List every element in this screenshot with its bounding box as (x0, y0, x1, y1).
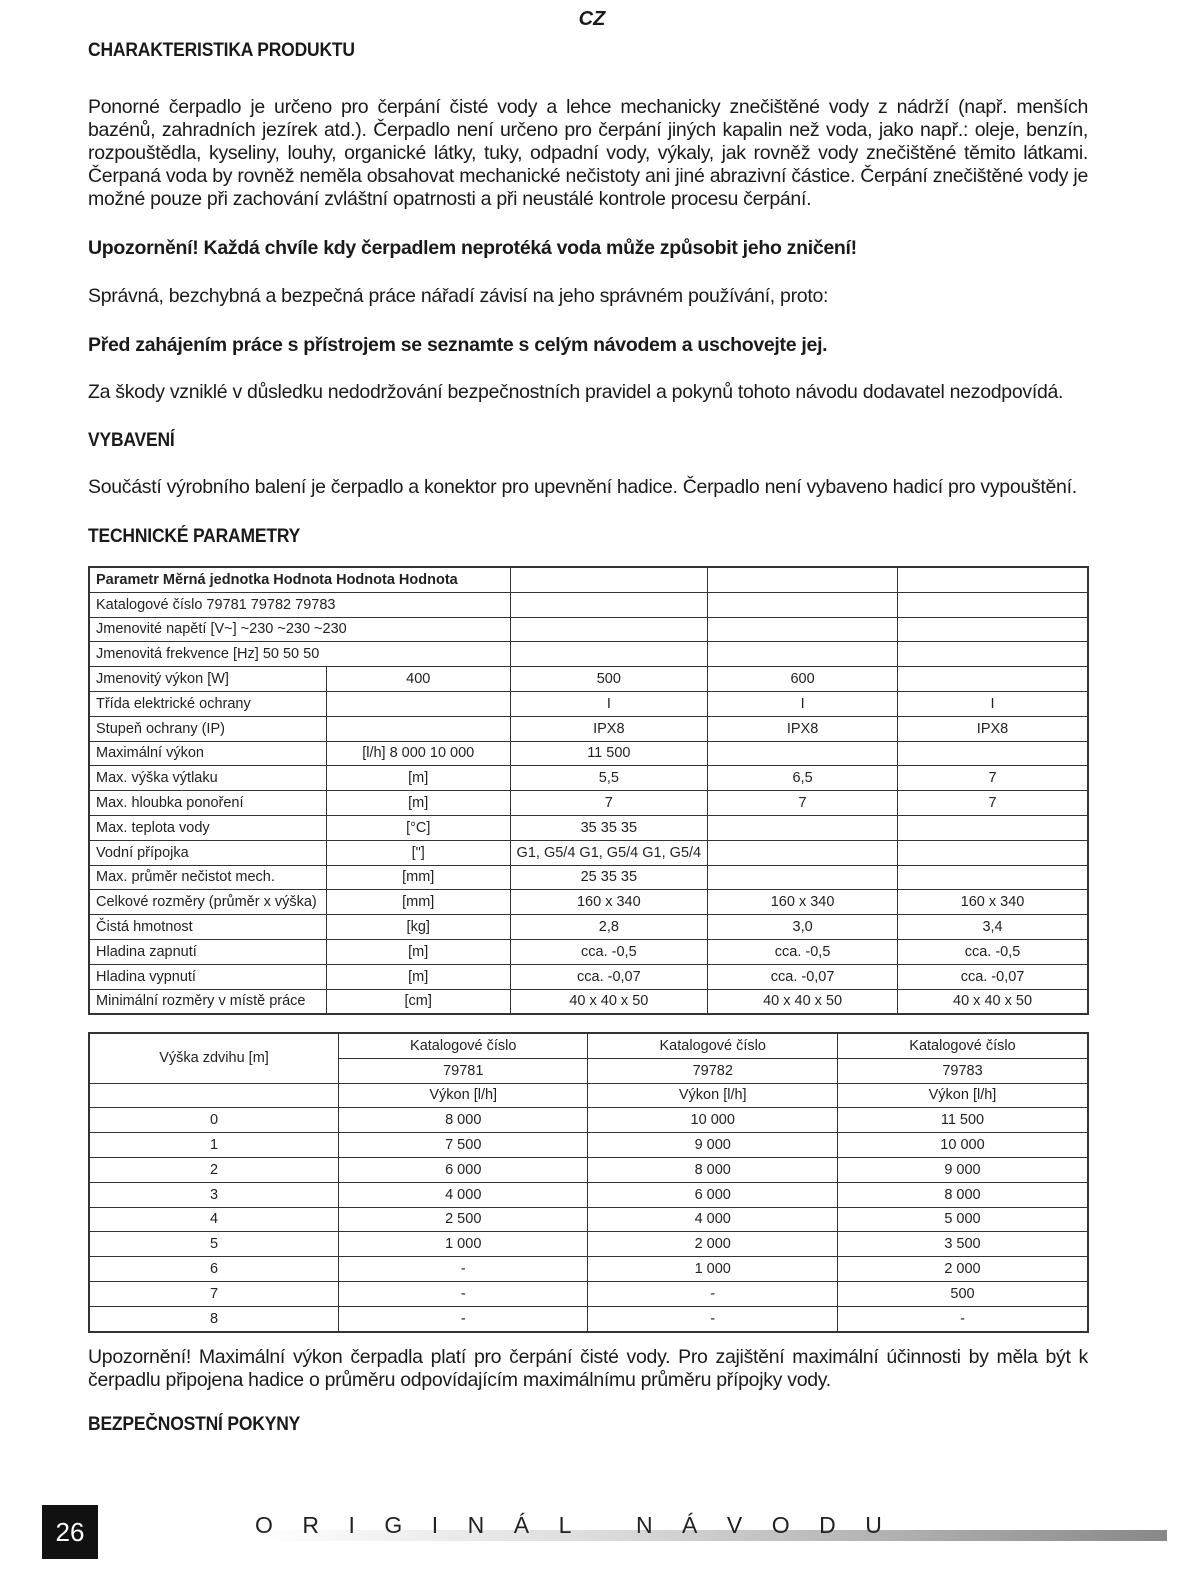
table-row (89, 567, 1088, 592)
catalog-label-cell: Katalogové číslo (588, 1033, 837, 1058)
tech-params-table (88, 566, 1089, 1015)
table-cell: 7 500 (339, 1133, 588, 1158)
table-row (89, 915, 1088, 940)
table-cell: 9 000 (837, 1157, 1088, 1182)
table-cell (898, 617, 1088, 642)
table-cell: Max. teplota vody (89, 815, 326, 840)
table-cell: 9 000 (588, 1133, 837, 1158)
table-cell: 6 000 (588, 1182, 837, 1207)
table-cell: I (510, 691, 708, 716)
table-cell: 500 (837, 1281, 1088, 1306)
table-cell: [m] (326, 964, 510, 989)
table-cell (326, 691, 510, 716)
table-cell (898, 741, 1088, 766)
table-cell: 3 500 (837, 1232, 1088, 1257)
safety-heading: BEZPEČNOSTNÍ POKYNY (88, 1414, 301, 1435)
table-cell: G1, G5/4 G1, G5/4 G1, G5/4 (510, 840, 708, 865)
table-cell: IPX8 (898, 716, 1088, 741)
table-cell: cca. -0,07 (898, 964, 1088, 989)
max-output-note: Upozornění! Maximální výkon čerpadla platí pro čerpání čisté vody. Pro zajištění maximální účinnosti by měla být k čerpadlu připojena hadice o průměru odpovídajícím maximálnímu průměru přípojky vody. (88, 1346, 1088, 1391)
table-cell: 0 (89, 1108, 339, 1133)
table-cell: I (708, 691, 898, 716)
table-cell (898, 815, 1088, 840)
table-cell: cca. -0,5 (510, 939, 708, 964)
table-cell: Max. výška výtlaku (89, 766, 326, 791)
table-cell: 40 x 40 x 50 (898, 989, 1088, 1014)
table-cell (326, 716, 510, 741)
lift-performance-table (88, 1032, 1089, 1333)
table-cell: 1 (89, 1133, 339, 1158)
table-cell: 7 (898, 766, 1088, 791)
table-cell: 1 000 (339, 1232, 588, 1257)
table-row (89, 865, 1088, 890)
table-cell: 40 x 40 x 50 (510, 989, 708, 1014)
table-cell: cca. -0,07 (708, 964, 898, 989)
table-cell: [kg] (326, 915, 510, 940)
params-header-cell: Parametr Měrná jednotka Hodnota Hodnota Hodnota (89, 567, 510, 592)
table-row (89, 840, 1088, 865)
table-cell: - (339, 1257, 588, 1282)
table-cell: 160 x 340 (898, 890, 1088, 915)
table-cell: 2 (89, 1157, 339, 1182)
table-row (89, 1083, 1088, 1108)
catalog-cell: Katalogové číslo 79781 79782 79783 (89, 592, 510, 617)
table-row (89, 815, 1088, 840)
table-cell: 6 (89, 1257, 339, 1282)
frequency-cell: Jmenovitá frekvence [Hz] 50 50 50 (89, 642, 510, 667)
table-cell: 160 x 340 (708, 890, 898, 915)
table-cell: 3 (89, 1182, 339, 1207)
table-row (89, 1157, 1088, 1182)
table-cell (510, 567, 708, 592)
table-cell: 7 (898, 791, 1088, 816)
characteristics-heading: CHARAKTERISTIKA PRODUKTU (88, 40, 355, 61)
table-row (89, 1207, 1088, 1232)
table-cell: cca. -0,5 (898, 939, 1088, 964)
table-row (89, 1306, 1088, 1331)
table-cell: 4 000 (588, 1207, 837, 1232)
table-cell: 3,4 (898, 915, 1088, 940)
params-body (89, 667, 1088, 1015)
table-cell: Max. hloubka ponoření (89, 791, 326, 816)
table-cell: 35 35 35 (510, 815, 708, 840)
table-row (89, 1133, 1088, 1158)
table-cell: I (898, 691, 1088, 716)
table-cell: 10 000 (588, 1108, 837, 1133)
lift-body (89, 1108, 1088, 1332)
table-cell (708, 592, 898, 617)
table-cell: Hladina zapnutí (89, 939, 326, 964)
table-cell: 500 (510, 667, 708, 692)
table-cell: 8 (89, 1306, 339, 1331)
table-cell: Minimální rozměry v místě práce (89, 989, 326, 1014)
table-cell: 11 500 (510, 741, 708, 766)
main-content (88, 40, 1088, 548)
table-cell: cca. -0,5 (708, 939, 898, 964)
table-cell: - (588, 1306, 837, 1331)
table-cell: IPX8 (510, 716, 708, 741)
table-cell: 11 500 (837, 1108, 1088, 1133)
table-cell: 2 000 (837, 1257, 1088, 1282)
table-cell: 400 (326, 667, 510, 692)
table-cell: 25 35 35 (510, 865, 708, 890)
language-label: CZ (578, 8, 606, 30)
table-cell (89, 1083, 339, 1108)
table-cell: IPX8 (708, 716, 898, 741)
table-cell: Vodní přípojka (89, 840, 326, 865)
table-cell: Třída elektrické ochrany (89, 691, 326, 716)
table-cell: [m] (326, 791, 510, 816)
table-cell (708, 642, 898, 667)
tech-params-heading: TECHNICKÉ PARAMETRY (88, 526, 301, 547)
table-cell: - (837, 1306, 1088, 1331)
page-number: 26 (42, 1505, 98, 1559)
table-row (89, 1281, 1088, 1306)
table-cell: [°C] (326, 815, 510, 840)
table-cell: 2 500 (339, 1207, 588, 1232)
table-cell: 2 000 (588, 1232, 837, 1257)
table-cell: Stupeň ochrany (IP) (89, 716, 326, 741)
table-row (89, 691, 1088, 716)
voltage-cell: Jmenovité napětí [V~] ~230 ~230 ~230 (89, 617, 510, 642)
table-cell: [mm] (326, 890, 510, 915)
table-cell: Hladina vypnutí (89, 964, 326, 989)
table-cell (708, 840, 898, 865)
table-cell: [m] (326, 766, 510, 791)
table-row (89, 716, 1088, 741)
table-cell: 5 000 (837, 1207, 1088, 1232)
model-cell: 79783 (837, 1058, 1088, 1083)
table-cell (898, 592, 1088, 617)
correct-use-text: Správná, bezchybná a bezpečná práce nářadí závisí na jeho správném používání, proto: (88, 285, 829, 307)
table-cell (708, 567, 898, 592)
footer-title: ORIGINÁL NÁVODU (255, 1512, 912, 1538)
output-label-cell: Výkon [l/h] (588, 1083, 837, 1108)
table-cell: - (339, 1306, 588, 1331)
table-cell: 40 x 40 x 50 (708, 989, 898, 1014)
table-cell: 3,0 (708, 915, 898, 940)
table-cell: Jmenovitý výkon [W] (89, 667, 326, 692)
table-cell: - (588, 1281, 837, 1306)
model-cell: 79781 (339, 1058, 588, 1083)
characteristics-text: Ponorné čerpadlo je určeno pro čerpání čisté vody a lehce mechanicky znečištěné vody z nádrží (např. menších bazénů, zahradních jezírek atd.). Čerpadlo není určeno pro čerpání jiných kapalin než voda, jako např.: oleje, benzín, rozpouštědla, kyseliny, louhy, organické látky, tuky, odpadní vody, výkaly, jak rovněž vody znečištěné těmito látkami. Čerpaná voda by rovněž neměla obsahovat mechanické nečistoty ani jiné abrazivní částice. Čerpání znečištěné vody je možné pouze při zachování zvláštní opatrnosti a při neustálé kontrole procesu čerpání. (88, 96, 1088, 210)
table-cell: Maximální výkon (89, 741, 326, 766)
table-row (89, 1108, 1088, 1133)
table-cell: 7 (708, 791, 898, 816)
table-row (89, 1182, 1088, 1207)
table-row (89, 964, 1088, 989)
table-row (89, 667, 1088, 692)
table-cell (708, 815, 898, 840)
table-cell: 5 (89, 1232, 339, 1257)
table-cell: 8 000 (837, 1182, 1088, 1207)
table-cell: 8 000 (588, 1157, 837, 1182)
table-cell: 5,5 (510, 766, 708, 791)
before-work-text: Před zahájením práce s přístrojem se seznamte s celým návodem a uschovejte jej. (88, 334, 828, 356)
table-cell (898, 642, 1088, 667)
table-row (89, 1232, 1088, 1257)
table-row (89, 939, 1088, 964)
table-cell (708, 617, 898, 642)
table-row (89, 1033, 1088, 1058)
table-row (89, 890, 1088, 915)
table-cell: 600 (708, 667, 898, 692)
table-row (89, 592, 1088, 617)
table-cell: [l/h] 8 000 10 000 (326, 741, 510, 766)
table-row (89, 791, 1088, 816)
table-cell: cca. -0,07 (510, 964, 708, 989)
height-label-cell: Výška zdvihu [m] (89, 1033, 339, 1083)
table-cell: 4 (89, 1207, 339, 1232)
table-cell: Celkové rozměry (průměr x výška) (89, 890, 326, 915)
table-cell: 2,8 (510, 915, 708, 940)
table-cell: 6,5 (708, 766, 898, 791)
dry-run-warning: Upozornění! Každá chvíle kdy čerpadlem neprotéká voda může způsobit jeho zničení! (88, 237, 857, 259)
model-cell: 79782 (588, 1058, 837, 1083)
table-cell (708, 865, 898, 890)
table-cell: [mm] (326, 865, 510, 890)
table-cell: 4 000 (339, 1182, 588, 1207)
table-cell (898, 840, 1088, 865)
table-cell (898, 865, 1088, 890)
table-cell (510, 617, 708, 642)
equipment-heading: VYBAVENÍ (88, 430, 175, 451)
table-row (89, 741, 1088, 766)
table-cell (510, 642, 708, 667)
table-row (89, 1257, 1088, 1282)
table-row (89, 766, 1088, 791)
table-row (89, 642, 1088, 667)
table-cell: 6 000 (339, 1157, 588, 1182)
output-label-cell: Výkon [l/h] (837, 1083, 1088, 1108)
table-cell: [m] (326, 939, 510, 964)
equipment-text: Součástí výrobního balení je čerpadlo a konektor pro upevnění hadice. Čerpadlo není vybaveno hadicí pro vypouštění. (88, 476, 1077, 498)
table-cell: [cm] (326, 989, 510, 1014)
table-cell (708, 741, 898, 766)
table-cell: ["] (326, 840, 510, 865)
damages-text: Za škody vzniklé v důsledku nedodržování bezpečnostních pravidel a pokynů tohoto návodu dodavatel nezodpovídá. (88, 381, 1064, 403)
table-cell (898, 667, 1088, 692)
output-label-cell: Výkon [l/h] (339, 1083, 588, 1108)
table-cell: Max. průměr nečistot mech. (89, 865, 326, 890)
table-cell: - (339, 1281, 588, 1306)
table-row (89, 617, 1088, 642)
table-cell: 7 (89, 1281, 339, 1306)
catalog-label-cell: Katalogové číslo (837, 1033, 1088, 1058)
table-cell: 1 000 (588, 1257, 837, 1282)
table-cell: 7 (510, 791, 708, 816)
catalog-label-cell: Katalogové číslo (339, 1033, 588, 1058)
table-cell: Čistá hmotnost (89, 915, 326, 940)
table-cell (898, 567, 1088, 592)
table-cell: 10 000 (837, 1133, 1088, 1158)
table-row (89, 989, 1088, 1014)
table-cell: 8 000 (339, 1108, 588, 1133)
table-cell (510, 592, 708, 617)
table-cell: 160 x 340 (510, 890, 708, 915)
